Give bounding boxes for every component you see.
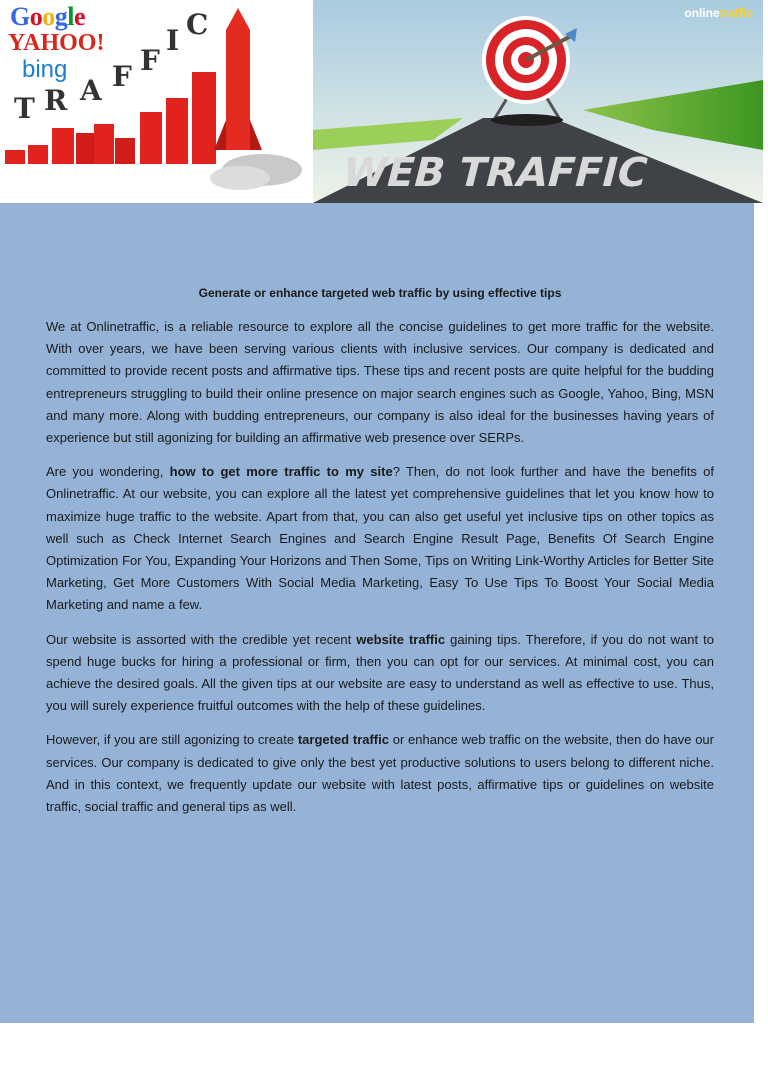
yahoo-logo: YAHOO! xyxy=(8,30,105,56)
article-title: Generate or enhance targeted web traffic by using effective tips xyxy=(198,286,562,300)
bing-logo: bing xyxy=(22,56,68,83)
paragraph-3: Our website is assorted with the credible yet recent website traffic gaining tips. Therefore, if you do not want to spend huge bucks for hiring a professional or firm, then you can opt for our services. At minimal cost, you can achieve the desired goals. All the given tips at our website are easy to understand as well as effective to use. Thus, you will surely experience fruitful outcomes with the help of these guidelines. xyxy=(46,631,714,714)
bar-rocket-graphic xyxy=(0,0,311,203)
article xyxy=(46,286,714,830)
road-target-graphic xyxy=(313,0,763,203)
web-traffic-image xyxy=(313,0,763,203)
svg-text:A: A xyxy=(80,74,102,107)
paragraph-2: Are you wondering, how to get more traffic to my site? Then, do not look further and have the benefits of Onlinetraffic. At our website, you can explore all the latest yet comprehensive guidelines that let you know how to maximize huge traffic to the website. Apart from that, you can also get useful yet inclusive tips on other topics as well such as Check Internet Search Engines and Search Engine Result Page, Benefits Of Search Engine Optimization For You, Expanding Your Horizons and Then Some, Tips on Writing Link-Worthy Articles for Better Site Marketing, Get More Customers With Social Media Marketing, Easy To Use Tips To Boost Your Social Media Marketing and name a few. xyxy=(46,464,714,613)
header-banner xyxy=(0,0,768,203)
svg-text:C: C xyxy=(186,8,209,41)
google-logo: Google xyxy=(10,2,86,31)
keyword-targeted-traffic: targeted traffic xyxy=(297,732,389,748)
svg-text:F: F xyxy=(112,60,132,93)
svg-text:T: T xyxy=(14,92,35,125)
svg-text:R: R xyxy=(44,84,68,117)
paragraph-4: However, if you are still agonizing to create targeted traffic or enhance web traffic on the website, then do have our services. Our company is dedicated to give only the best yet productive solutions to users belong to different niche. And in this context, we frequently update our website with latest posts, affirmative tips or guidelines on website traffic, social traffic and general tips as well. xyxy=(46,732,714,815)
svg-text:I: I xyxy=(166,24,180,57)
road-text: WEB TRAFFIC xyxy=(337,148,653,196)
keyword-website-traffic: website traffic xyxy=(356,631,446,647)
traffic-growth-image xyxy=(0,0,311,203)
keyword-more-traffic: how to get more traffic to my site xyxy=(169,464,393,480)
onlinetraffic-logo: onlinetraffic xyxy=(684,6,753,20)
svg-text:F: F xyxy=(140,44,160,77)
paragraph-1: We at Onlinetraffic, is a reliable resource to explore all the concise guidelines to get more traffic for the website. With over years, we have been serving various clients with inclusive services. Our company is dedicated and committed to provide recent posts and affirmative tips. These tips and recent posts are quite helpful for the budding entrepreneurs struggling to build their online presence on major search engines such as Google, Yahoo, Bing, MSN and many more. Along with budding entrepreneurs, our company is also ideal for the businesses having years of experience but still agonizing for building an affirmative web presence over SERPs. xyxy=(46,319,714,446)
